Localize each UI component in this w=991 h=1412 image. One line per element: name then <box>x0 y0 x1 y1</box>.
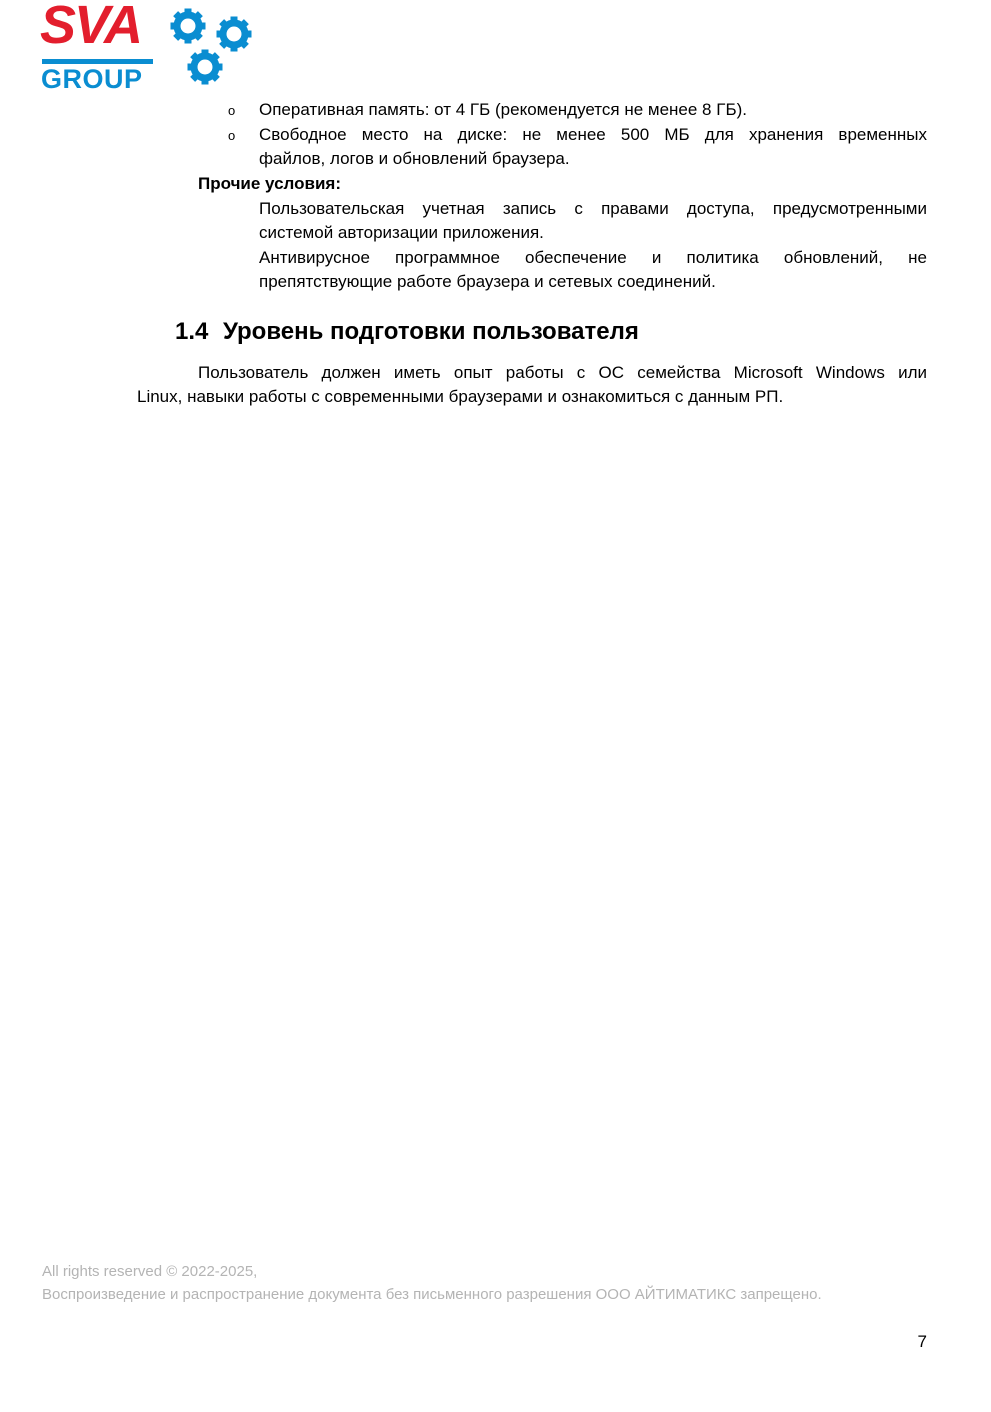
disk-requirement-line2: файлов, логов и обновлений браузера. <box>259 149 570 168</box>
logo-group-text: GROUP <box>41 64 143 94</box>
gears-icon <box>168 4 260 92</box>
footer-notice: Воспроизведение и распространение документа без письменного разрешения ООО АЙТИМАТИКС запрещено. <box>42 1286 822 1303</box>
footer-rights: All rights reserved © 2022-2025, <box>42 1263 258 1280</box>
bullet-marker: o <box>228 128 236 143</box>
other-conditions-title: Прочие условия: <box>198 174 341 193</box>
antivirus-condition-line2: препятствующие работе браузера и сетевых соединений. <box>259 272 716 291</box>
disk-requirement-line1: Свободное место на диске: не менее 500 МБ для хранения временных <box>259 125 927 144</box>
account-condition-line2: системой авторизации приложения. <box>259 223 544 242</box>
ram-requirement: Оперативная память: от 4 ГБ (рекомендуется не менее 8 ГБ). <box>259 100 747 119</box>
bullet-marker: o <box>228 103 236 118</box>
company-logo <box>40 0 260 94</box>
section-title: Уровень подготовки пользователя <box>223 318 639 345</box>
logo-sva-text: SVA <box>40 0 142 55</box>
section-heading <box>175 316 639 348</box>
page-number: 7 <box>917 1332 927 1351</box>
user-level-para-line2: Linux, навыки работы с современными браузерами и ознакомиться с данным РП. <box>137 387 784 406</box>
user-level-para-line1: Пользователь должен иметь опыт работы с ОС семейства Microsoft Windows или <box>198 363 927 382</box>
account-condition-line1: Пользовательская учетная запись с правами доступа, предусмотренными <box>259 199 927 218</box>
section-number: 1.4 <box>175 318 209 345</box>
antivirus-condition-line1: Антивирусное программное обеспечение и политика обновлений, не <box>259 248 927 267</box>
